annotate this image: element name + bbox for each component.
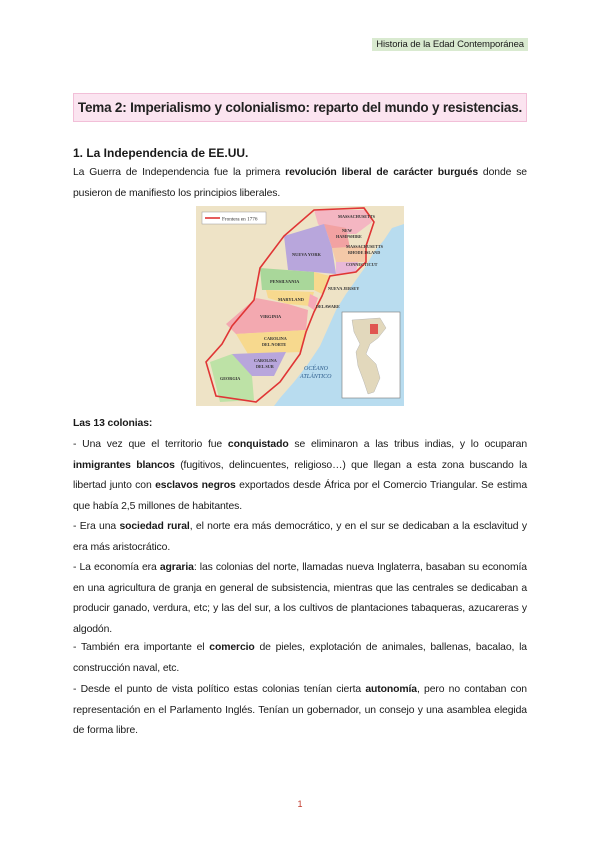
label-delaware: DELAWARE [316, 304, 340, 309]
intro-bold: revolución liberal de carácter burgués [285, 167, 479, 178]
colonies-heading: Las 13 colonias: [73, 418, 153, 429]
intro-text-end: donde se pusieron de manifiesto los principios liberales. [73, 167, 527, 199]
paragraph-economy [73, 558, 527, 640]
p5-bold-1: autonomía [365, 684, 417, 695]
p3-text-2: : las colonias del norte, llamadas nueva Inglaterra, basaban su economía en una agricultura de granja en general de subsistencia, mientras que las centrales se dedicaban a producir ganado, verdura, etc; y las del sur, a los cultivos de plantaciones tabaqueras, azucareras y algodón. [73, 562, 527, 635]
label-massachusetts: MASSACHUSETTS [338, 214, 376, 219]
label-pennsylvania: PENSILVANIA [270, 279, 300, 284]
label-connecticut: CONNECTICUT [346, 262, 378, 267]
p4-text-1: - También era importante el [73, 642, 210, 653]
intro-text: La Guerra de Independencia fue la primera [73, 167, 286, 178]
label-massachusetts-2: MASSACHUSETTS [346, 244, 384, 249]
label-georgia: GEORGIA [220, 376, 241, 381]
course-header: Historia de la Edad Contemporánea [372, 38, 528, 51]
p4-text-2: de pieles, explotación de animales, ballenas, bacalao, la construcción naval, etc. [73, 642, 527, 674]
p1-bold-2: inmigrantes blancos [73, 459, 175, 471]
p1-text-4: exportados desde África por el Comercio Triangular. Se estima que había 2,5 millones de habitantes. [73, 480, 528, 512]
label-south-carolina: CAROLINA [254, 358, 277, 363]
label-new-york: NUEVA YORK [292, 252, 321, 257]
p1-text-1: - Una vez que el territorio fue [73, 439, 228, 450]
label-north-carolina-2: DEL NORTE [262, 342, 287, 347]
p2-text-1: - Era una [73, 521, 120, 532]
p1-text-3: (fugitivos, delincuentes, religioso…) que llegan a esta zona buscando la libertad junto con [73, 459, 527, 491]
label-new-jersey: NUEVA JERSEY [328, 286, 360, 291]
page-title: Tema 2: Imperialismo y colonialismo: reparto del mundo y resistencias. [73, 93, 527, 122]
paragraph-politics [73, 680, 527, 742]
label-south-carolina-2: DEL SUR [256, 364, 274, 369]
p3-bold-1: agraria [159, 562, 194, 573]
label-new: NEW [342, 228, 353, 233]
ocean-label-2: ATLÁNTICO [300, 374, 332, 380]
label-maryland: MARYLAND [278, 297, 304, 302]
p1-bold-1: conquistado [227, 439, 289, 450]
inset-highlight [370, 324, 378, 334]
intro-paragraph [73, 163, 527, 204]
label-rhode-island: RHODE ISLAND [348, 250, 381, 255]
p4-bold-1: comercio [209, 642, 255, 653]
section-heading: 1. La Independencia de EE.UU. [73, 146, 249, 160]
paragraph-commerce [73, 638, 527, 679]
p3-text-1: - La economía era [73, 562, 160, 573]
label-north-carolina: CAROLINA [264, 336, 287, 341]
colonies-map [196, 206, 404, 406]
p1-bold-3: esclavos negros [155, 480, 236, 491]
paragraph-territory [73, 435, 527, 517]
ocean-label: OCÉANO [304, 366, 328, 372]
p1-text-2: se eliminaron a las tribus indias, y lo ocuparan [288, 439, 527, 450]
p2-bold-1: sociedad rural [119, 521, 190, 532]
p5-text-2: , pero no contaban con representación en el Parlamento Inglés. Tenían un gobernador, un consejo y una asamblea elegida de forma libre. [73, 684, 527, 736]
label-virginia: VIRGINIA [260, 314, 282, 319]
p2-text-2: , el norte era más democrático, y en el sur se dedicaban a la esclavitud y era más aristocrático. [73, 521, 527, 553]
paragraph-society [73, 517, 527, 558]
legend-label: Frontera en 1776 [222, 216, 258, 223]
p5-text-1: - Desde el punto de vista político estas colonias tenían cierta [73, 684, 366, 695]
page-number: 1 [297, 799, 303, 809]
label-hampshire: HAMPSHIRE [336, 234, 362, 239]
